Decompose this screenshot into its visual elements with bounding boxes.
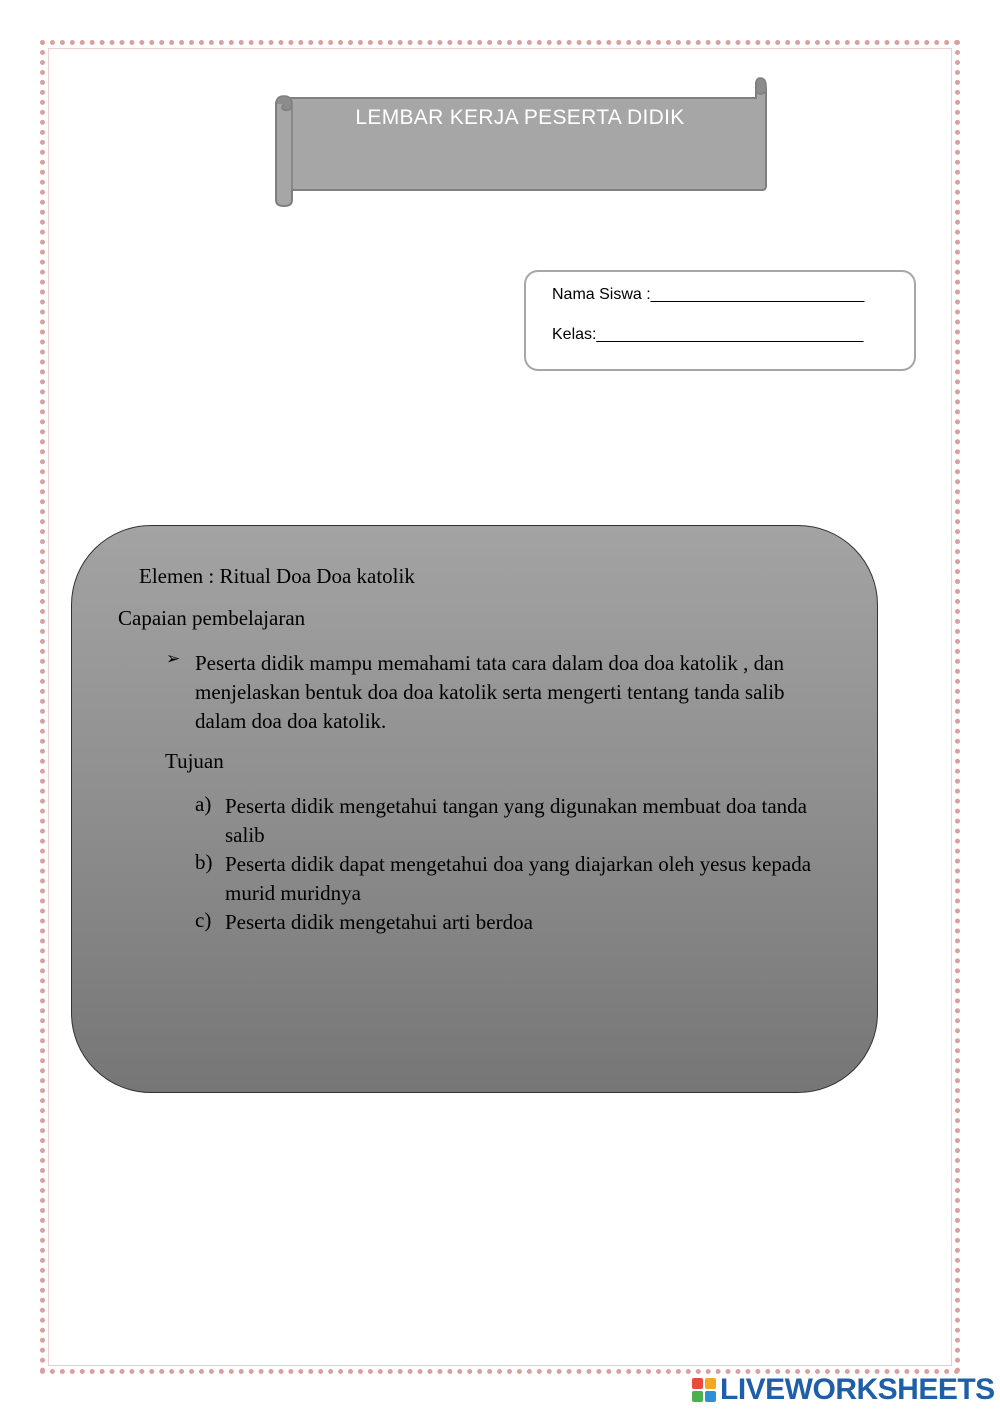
student-name-field[interactable]: Nama Siswa :________________________	[552, 286, 865, 303]
scroll-banner-shape	[270, 76, 770, 210]
student-info-box	[524, 270, 916, 371]
goal-marker: b)	[195, 850, 213, 874]
liveworksheets-logo	[692, 1374, 995, 1406]
logo-text: LIVEWORKSHEETS	[720, 1373, 995, 1406]
liveworksheets-logo-icon	[692, 1378, 716, 1402]
student-class-field[interactable]: Kelas:______________________________	[552, 326, 864, 343]
capaian-heading: Capaian pembelajaran	[118, 606, 306, 630]
goal-marker: a)	[195, 792, 212, 816]
goal-text: Peserta didik dapat mengetahui doa yang diajarkan oleh yesus kepada murid muridnya	[225, 852, 812, 905]
capaian-text: Peserta didik mampu memahami tata cara dalam doa doa katolik , dan menjelaskan bentuk doa doa katolik serta mengerti tentang tanda salib dalam doa doa katolik.	[195, 651, 785, 733]
banner-title: LEMBAR KERJA PESERTA DIDIK	[355, 106, 685, 129]
tujuan-heading: Tujuan	[165, 749, 224, 773]
arrow-bullet-icon: ➢	[166, 649, 181, 669]
elemen-heading: Elemen : Ritual Doa Doa katolik	[139, 564, 415, 588]
goal-text: Peserta didik mengetahui arti berdoa	[225, 910, 533, 934]
goal-marker: c)	[195, 908, 212, 932]
learning-objectives-panel	[71, 525, 878, 1093]
title-banner	[270, 76, 770, 210]
goal-text: Peserta didik mengetahui tangan yang digunakan membuat doa tanda salib	[225, 794, 807, 847]
